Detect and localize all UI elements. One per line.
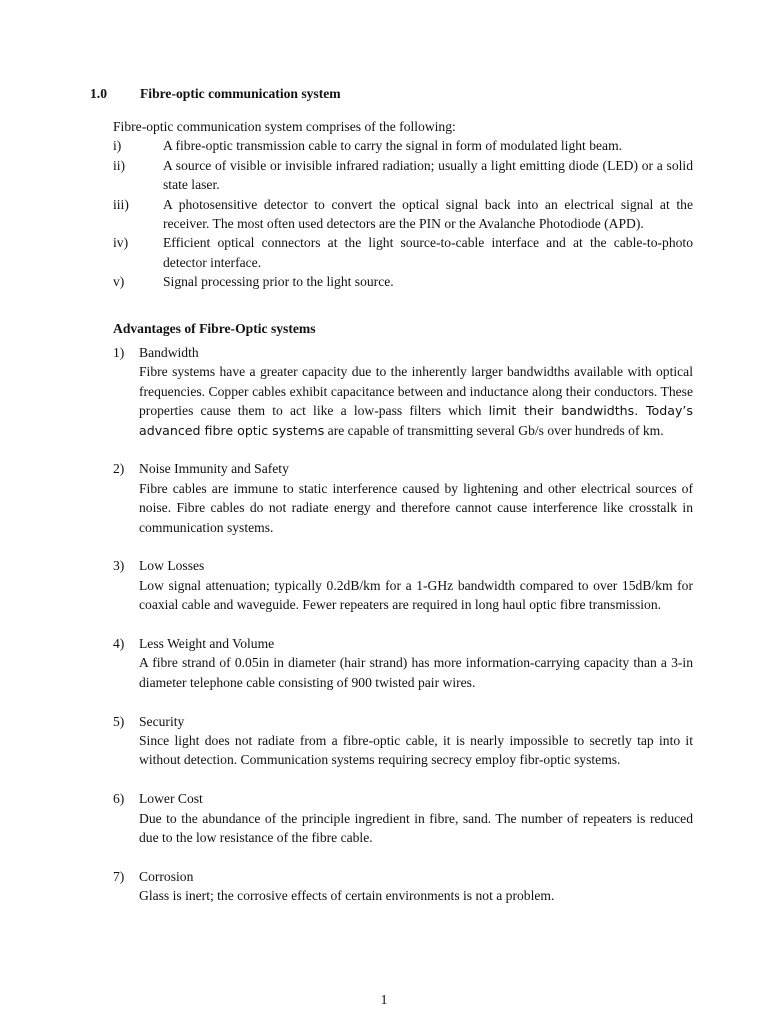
advantage-title: Low Losses — [139, 558, 205, 574]
advantage-description: A fibre strand of 0.05in in diameter (hair strand) has more information-carrying capacity than a 3-in diameter telephone cable consisting of 900 twisted pair wires. — [139, 655, 693, 690]
advantage-title: Security — [139, 713, 185, 729]
intro-block — [113, 117, 693, 292]
advantage-title: Noise Immunity and Safety — [139, 461, 289, 477]
list-marker: ii) — [113, 157, 126, 173]
advantage-item — [113, 634, 693, 692]
list-marker: iii) — [113, 196, 129, 212]
list-text: A fibre-optic transmission cable to carry the signal in form of modulated light beam. — [163, 138, 623, 154]
intro-text: Fibre-optic communication system comprises of the following: — [113, 119, 456, 134]
list-item — [113, 136, 693, 155]
advantage-number: 5) — [113, 713, 125, 729]
list-item — [113, 233, 693, 272]
list-text: Signal processing prior to the light source. — [163, 274, 394, 290]
advantage-number: 7) — [113, 868, 125, 884]
advantage-number: 4) — [113, 636, 125, 652]
advantage-title: Bandwidth — [139, 345, 199, 360]
advantage-item — [113, 712, 693, 770]
advantage-title: Less Weight and Volume — [139, 636, 275, 652]
advantage-item — [113, 459, 693, 537]
list-marker: iv) — [113, 235, 129, 251]
list-item — [113, 195, 693, 234]
section-title: Fibre-optic communication system — [140, 86, 341, 101]
advantage-description: Due to the abundance of the principle ingredient in fibre, sand. The number of repeaters is reduced due to the low resistance of the fibre cable. — [139, 810, 693, 846]
advantages-heading: Advantages of Fibre-Optic systems — [113, 321, 316, 336]
list-marker: i) — [113, 138, 122, 154]
section-number: 1.0 — [90, 86, 107, 101]
advantage-item — [113, 343, 693, 440]
advantage-description: Fibre cables are immune to static interference caused by lightening and other electrical sources of noise. Fibre cables do not radiate energy and therefore cannot cause interference like crosstalk in communication systems. — [139, 480, 693, 535]
advantage-description: Low signal attenuation; typically 0.2dB/km for a 1-GHz bandwidth compared to over 15dB/km for coaxial cable and waveguide. Fewer repeaters are required in long haul optic fibre transmission. — [139, 577, 693, 613]
list-marker: v) — [113, 274, 125, 290]
advantage-description: Glass is inert; the corrosive effects of certain environments is not a problem. — [139, 888, 555, 904]
components-list — [113, 136, 693, 291]
advantage-item — [113, 789, 693, 847]
list-text: A photosensitive detector to convert the optical signal back into an electrical signal at the receiver. The most often used detectors are the PIN or the Avalanche Photodiode (APD). — [163, 196, 693, 232]
advantage-description: Fibre systems have a greater capacity due to the inherently larger bandwidths available with optical frequencies. Copper cables exhibit capacitance between and inductance along their conductors. These properties cause them to act like a low-pass filters which limit their bandwidths. Today’s advanced fibre optic systems are capable of transmitting several Gb/s over hundreds of km. — [139, 364, 693, 438]
advantages-list — [113, 343, 693, 925]
page-number: 1 — [380, 992, 388, 1007]
list-item — [113, 156, 693, 195]
list-item — [113, 272, 693, 291]
advantage-item — [113, 867, 693, 906]
advantage-number: 2) — [113, 461, 125, 477]
advantage-number: 6) — [113, 791, 125, 807]
section-heading — [90, 84, 341, 103]
advantage-number: 1) — [113, 345, 125, 360]
list-text: Efficient optical connectors at the light source-to-cable interface and at the cable-to-photo detector interface. — [163, 235, 693, 270]
advantage-title: Lower Cost — [139, 791, 203, 807]
advantage-number: 3) — [113, 558, 125, 574]
advantage-description: Since light does not radiate from a fibre-optic cable, it is nearly impossible to secretly tap into it without detection. Communication systems requiring secrecy employ fibr-optic systems. — [139, 733, 693, 768]
advantage-item — [113, 556, 693, 614]
list-text: A source of visible or invisible infrared radiation; usually a light emitting diode (LED) or a solid state laser. — [163, 157, 693, 193]
advantage-title: Corrosion — [139, 868, 194, 884]
